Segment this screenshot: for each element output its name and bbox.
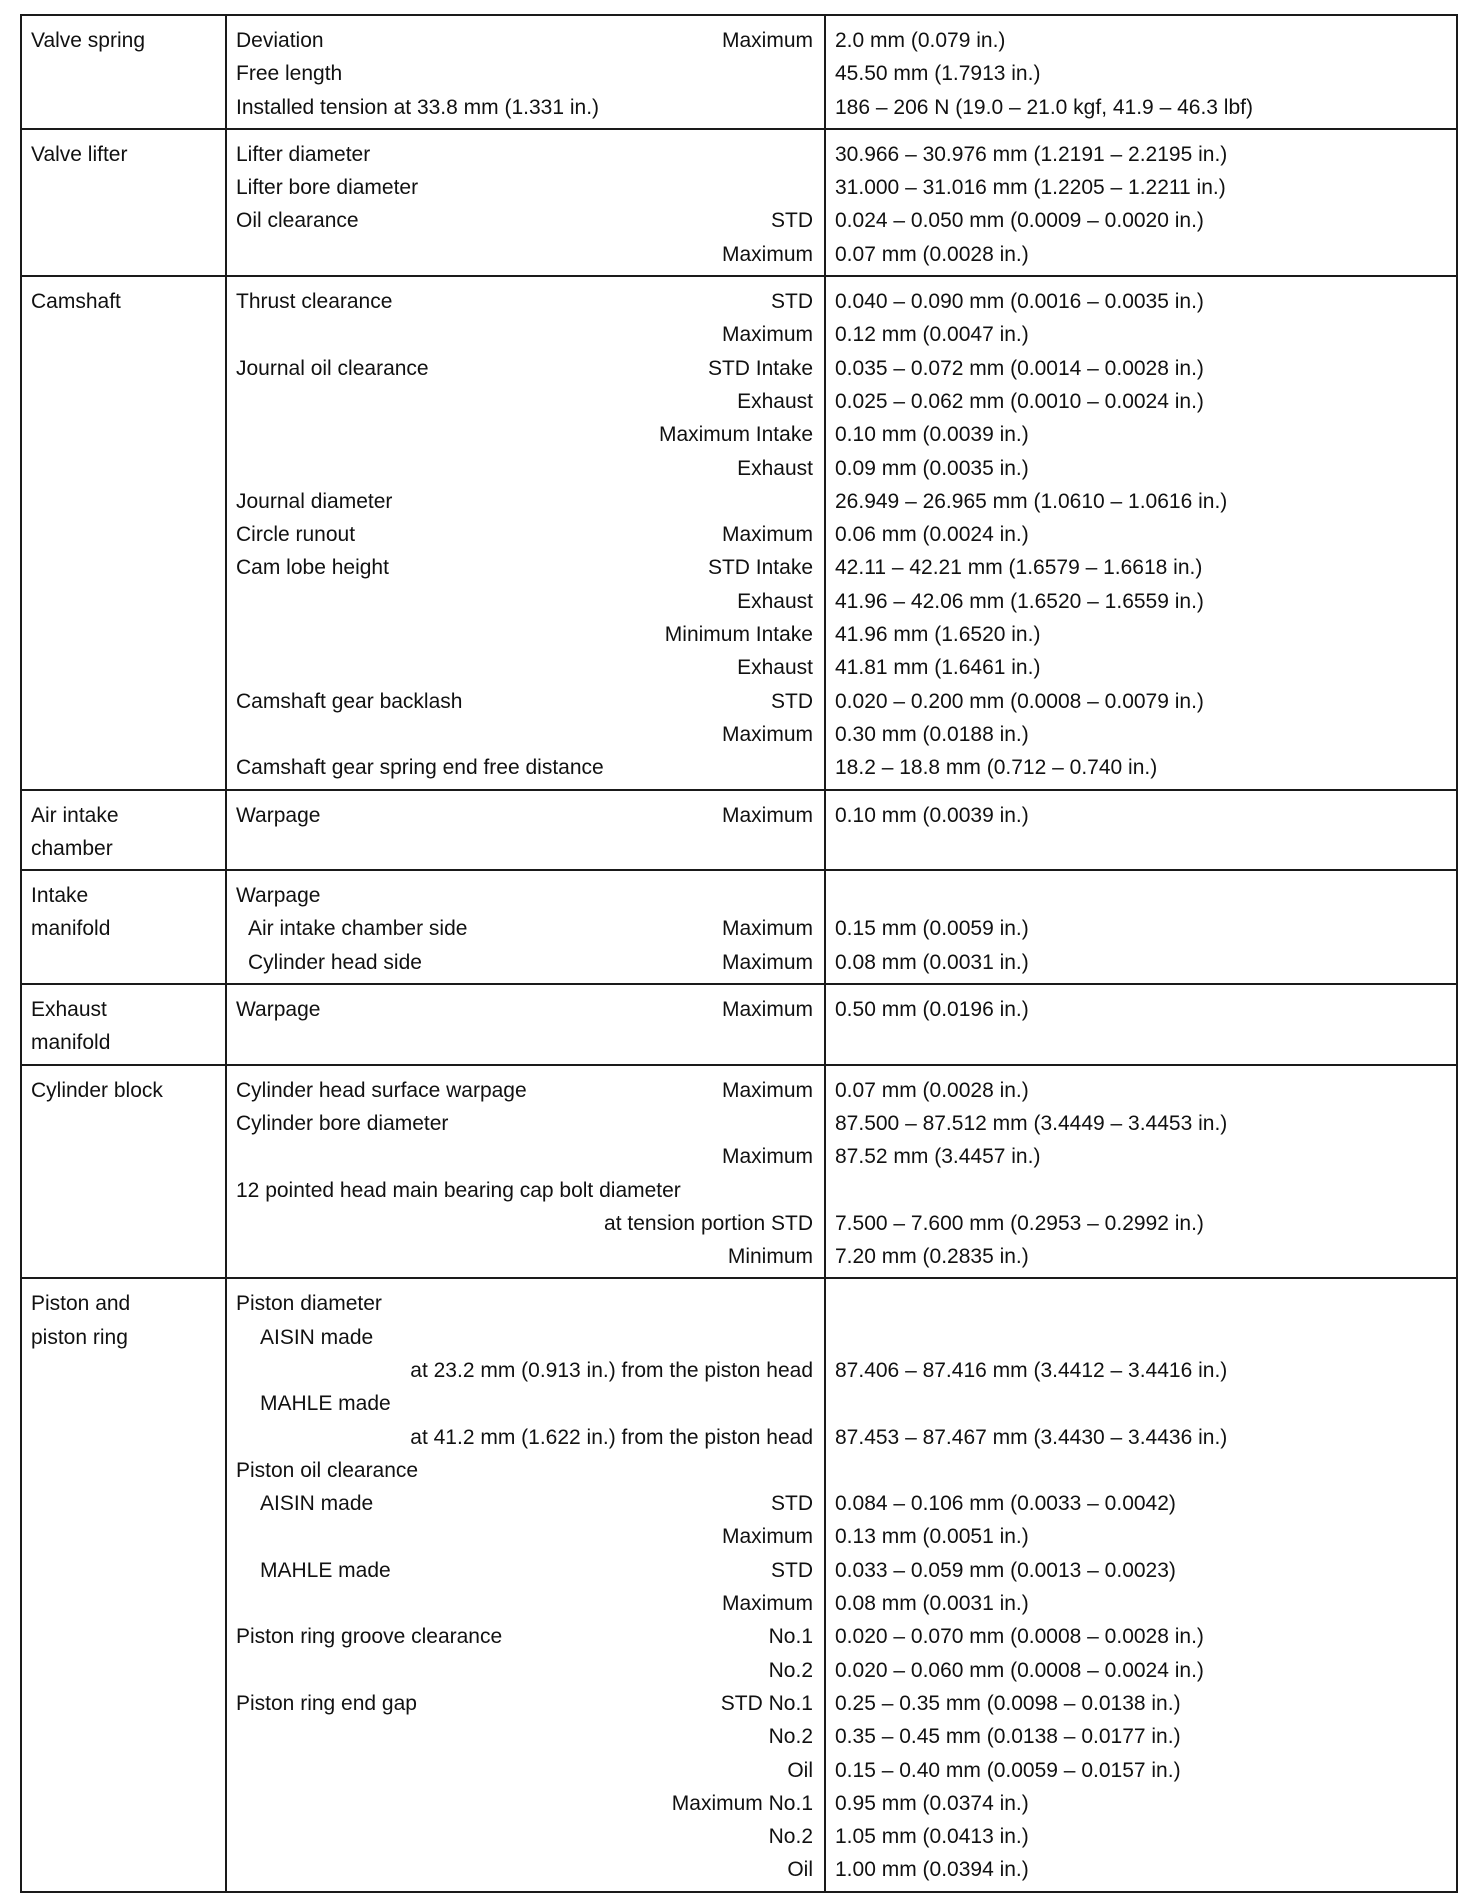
spec-item-line — [227, 1354, 824, 1387]
spec-item-line — [227, 24, 824, 57]
spec-item-line — [227, 238, 824, 271]
spec-item-line — [227, 1487, 824, 1520]
spec-item-line — [227, 385, 824, 418]
spec-condition: No.2 — [768, 1658, 813, 1682]
spec-value: 0.10 mm (0.0039 in.) — [835, 423, 1029, 447]
spec-section-row — [21, 870, 1457, 984]
spec-item-label: Lifter diameter — [236, 142, 371, 166]
spec-item-label: Cam lobe height — [236, 556, 389, 580]
spec-item-label: MAHLE made — [260, 1558, 391, 1582]
component-name: Cylinder block — [31, 1078, 163, 1102]
spec-condition: at 41.2 mm (1.622 in.) from the piston head — [410, 1425, 813, 1449]
spec-value: 41.96 – 42.06 mm (1.6520 – 1.6559 in.) — [835, 589, 1204, 613]
spec-value: 1.00 mm (0.0394 in.) — [835, 1858, 1029, 1882]
spec-value: 186 – 206 N (19.0 – 21.0 kgf, 41.9 – 46.3 lbf) — [835, 95, 1253, 119]
value-cell — [825, 1065, 1457, 1279]
spec-item-label: Circle runout — [236, 523, 356, 547]
component-cell — [21, 15, 226, 129]
component-name: Camshaft — [31, 290, 121, 314]
spec-condition: Maximum — [721, 1078, 813, 1102]
spec-item-label: Warpage — [236, 803, 321, 827]
spec-item-line — [227, 1520, 824, 1553]
spec-value: 0.09 mm (0.0035 in.) — [835, 456, 1029, 480]
spec-section-row — [21, 15, 1457, 129]
item-cell — [226, 870, 825, 984]
spec-value: 0.06 mm (0.0024 in.) — [835, 523, 1029, 547]
spec-condition: STD — [771, 1558, 813, 1582]
spec-condition: Maximum No.1 — [671, 1791, 813, 1815]
spec-item-line — [227, 138, 824, 171]
spec-value: 0.084 – 0.106 mm (0.0033 – 0.0042) — [835, 1492, 1176, 1516]
spec-value: 87.52 mm (3.4457 in.) — [835, 1145, 1041, 1169]
value-cell — [825, 1278, 1457, 1891]
spec-item-label: Thrust clearance — [236, 290, 393, 314]
spec-item-label: 12 pointed head main bearing cap bolt diameter — [236, 1178, 681, 1202]
spec-value: 45.50 mm (1.7913 in.) — [835, 62, 1041, 86]
spec-item-line — [227, 651, 824, 684]
spec-item-line — [227, 1026, 824, 1059]
spec-section-row — [21, 984, 1457, 1065]
spec-value — [826, 1287, 1456, 1320]
item-cell — [226, 1065, 825, 1279]
spec-value: 0.07 mm (0.0028 in.) — [835, 1078, 1029, 1102]
spec-condition: STD — [771, 290, 813, 314]
spec-item-label: Deviation — [236, 29, 324, 52]
spec-value: 0.07 mm (0.0028 in.) — [835, 242, 1029, 266]
spec-value: 0.30 mm (0.0188 in.) — [835, 722, 1029, 746]
spec-condition: Maximum — [721, 323, 813, 347]
spec-value — [826, 832, 1456, 865]
spec-value — [826, 879, 1456, 912]
spec-item-line — [227, 618, 824, 651]
spec-condition: STD No.1 — [720, 1691, 813, 1715]
spec-item-line — [227, 518, 824, 551]
spec-condition: Oil — [787, 1758, 813, 1782]
spec-item-label: Journal diameter — [236, 489, 393, 513]
spec-condition: No.2 — [768, 1825, 813, 1849]
spec-item-line — [227, 1107, 824, 1140]
spec-condition: Exhaust — [737, 589, 813, 613]
spec-condition: Maximum — [721, 722, 813, 746]
component-name: Intake manifold — [31, 884, 111, 941]
spec-value: 0.024 – 0.050 mm (0.0009 – 0.0020 in.) — [835, 209, 1204, 233]
spec-item-line — [227, 1654, 824, 1687]
spec-condition: Maximum — [721, 803, 813, 827]
spec-item-line — [227, 751, 824, 784]
spec-section-row — [21, 790, 1457, 871]
spec-value: 26.949 – 26.965 mm (1.0610 – 1.0616 in.) — [835, 489, 1228, 513]
spec-item-label: AISIN made — [260, 1492, 374, 1516]
spec-condition: Maximum — [721, 29, 813, 52]
spec-value: 0.033 – 0.059 mm (0.0013 – 0.0023) — [835, 1558, 1176, 1582]
component-cell — [21, 984, 226, 1065]
spec-item-line — [227, 1720, 824, 1753]
spec-condition: Exhaust — [737, 389, 813, 413]
spec-item-line — [227, 1687, 824, 1720]
value-cell — [825, 276, 1457, 789]
spec-value: 0.08 mm (0.0031 in.) — [835, 1592, 1029, 1616]
spec-item-line — [227, 832, 824, 865]
spec-item-label: Camshaft gear spring end free distance — [236, 756, 604, 780]
spec-item-line — [227, 171, 824, 204]
spec-value: 30.966 – 30.976 mm (1.2191 – 2.2195 in.) — [835, 142, 1228, 166]
spec-item-line — [227, 1174, 824, 1207]
component-cell — [21, 129, 226, 276]
spec-item-line — [227, 452, 824, 485]
spec-condition: STD Intake — [707, 556, 813, 580]
value-cell — [825, 15, 1457, 129]
specification-table-body — [21, 15, 1457, 1892]
spec-value: 1.05 mm (0.0413 in.) — [835, 1825, 1029, 1849]
spec-item-line — [227, 879, 824, 912]
spec-item-label: Free length — [236, 62, 343, 86]
component-cell — [21, 1278, 226, 1891]
spec-section-row — [21, 276, 1457, 789]
spec-value — [826, 1454, 1456, 1487]
spec-condition: STD — [771, 1492, 813, 1516]
component-name: Air intake chamber — [31, 803, 119, 860]
spec-item-line — [227, 1321, 824, 1354]
spec-value: 0.25 – 0.35 mm (0.0098 – 0.0138 in.) — [835, 1691, 1181, 1715]
spec-value: 0.020 – 0.070 mm (0.0008 – 0.0028 in.) — [835, 1625, 1204, 1649]
spec-condition: Maximum — [721, 1145, 813, 1169]
spec-item-line — [227, 946, 824, 979]
value-cell — [825, 984, 1457, 1065]
spec-condition: Exhaust — [737, 456, 813, 480]
spec-item-line — [227, 1554, 824, 1587]
spec-condition: STD Intake — [707, 356, 813, 380]
component-cell — [21, 1065, 226, 1279]
spec-item-label: Journal oil clearance — [236, 356, 429, 380]
spec-item-line — [227, 799, 824, 832]
spec-item-line — [227, 1287, 824, 1320]
spec-value: 87.500 – 87.512 mm (3.4449 – 3.4453 in.) — [835, 1111, 1228, 1135]
spec-condition: Maximum — [721, 523, 813, 547]
spec-item-line — [227, 418, 824, 451]
spec-value: 42.11 – 42.21 mm (1.6579 – 1.6618 in.) — [835, 556, 1203, 580]
item-cell — [226, 276, 825, 789]
spec-value: 0.13 mm (0.0051 in.) — [835, 1525, 1029, 1549]
spec-value: 18.2 – 18.8 mm (0.712 – 0.740 in.) — [835, 756, 1158, 780]
spec-value: 0.50 mm (0.0196 in.) — [835, 998, 1029, 1022]
spec-condition: STD — [771, 209, 813, 233]
item-cell — [226, 790, 825, 871]
spec-condition: at tension portion STD — [604, 1211, 813, 1235]
spec-value: 0.08 mm (0.0031 in.) — [835, 950, 1029, 974]
spec-value: 87.453 – 87.467 mm (3.4430 – 3.4436 in.) — [835, 1425, 1228, 1449]
spec-condition: Maximum — [721, 1525, 813, 1549]
component-name: Piston and piston ring — [31, 1292, 131, 1349]
spec-item-label: Cylinder head surface warpage — [236, 1078, 527, 1102]
spec-value: 0.15 – 0.40 mm (0.0059 – 0.0157 in.) — [835, 1758, 1181, 1782]
spec-item-line — [227, 1207, 824, 1240]
component-cell — [21, 276, 226, 789]
spec-condition: at 23.2 mm (0.913 in.) from the piston head — [410, 1358, 813, 1382]
spec-item-line — [227, 1074, 824, 1107]
spec-condition: Maximum — [721, 950, 813, 974]
spec-section-row — [21, 129, 1457, 276]
item-cell — [226, 129, 825, 276]
spec-value: 41.96 mm (1.6520 in.) — [835, 623, 1041, 647]
component-cell — [21, 790, 226, 871]
component-name: Valve lifter — [31, 142, 128, 166]
spec-item-line — [227, 485, 824, 518]
specification-table — [20, 14, 1458, 1893]
spec-item-line — [227, 718, 824, 751]
spec-condition: Maximum — [721, 1592, 813, 1616]
spec-value: 0.020 – 0.200 mm (0.0008 – 0.0079 in.) — [835, 689, 1204, 713]
component-name: Valve spring — [31, 29, 146, 52]
spec-item-line — [227, 1140, 824, 1173]
spec-condition: Maximum Intake — [658, 423, 813, 447]
spec-value — [826, 1026, 1456, 1059]
spec-item-line — [227, 1240, 824, 1273]
spec-value: 0.35 – 0.45 mm (0.0138 – 0.0177 in.) — [835, 1725, 1181, 1749]
spec-section-row — [21, 1065, 1457, 1279]
spec-item-label: Piston diameter — [236, 1292, 382, 1316]
spec-item-line — [227, 1454, 824, 1487]
spec-value: 0.020 – 0.060 mm (0.0008 – 0.0024 in.) — [835, 1658, 1204, 1682]
value-cell — [825, 790, 1457, 871]
spec-value: 7.20 mm (0.2835 in.) — [835, 1245, 1029, 1269]
spec-item-line — [227, 1421, 824, 1454]
spec-value: 41.81 mm (1.6461 in.) — [835, 656, 1041, 680]
spec-condition: No.1 — [768, 1625, 813, 1649]
spec-item-line — [227, 352, 824, 385]
component-name: Exhaust manifold — [31, 998, 111, 1055]
spec-item-label: Air intake chamber side — [248, 917, 468, 941]
spec-item-label: Piston oil clearance — [236, 1458, 419, 1482]
spec-condition: Maximum — [721, 998, 813, 1022]
spec-item-line — [227, 91, 824, 124]
value-cell — [825, 870, 1457, 984]
spec-condition: Minimum — [727, 1245, 813, 1269]
spec-value: 0.10 mm (0.0039 in.) — [835, 803, 1029, 827]
spec-value: 0.12 mm (0.0047 in.) — [835, 323, 1029, 347]
spec-item-line — [227, 685, 824, 718]
spec-item-line — [227, 1820, 824, 1853]
spec-condition: Maximum — [721, 242, 813, 266]
spec-value: 2.0 mm (0.079 in.) — [835, 29, 1006, 52]
spec-item-label: Cylinder bore diameter — [236, 1111, 449, 1135]
spec-section-row — [21, 1278, 1457, 1891]
spec-item-line — [227, 1853, 824, 1886]
spec-item-label: Cylinder head side — [248, 950, 422, 974]
spec-value — [826, 1321, 1456, 1354]
component-cell — [21, 870, 226, 984]
spec-item-label: Warpage — [236, 998, 321, 1022]
spec-item-line — [227, 204, 824, 237]
spec-value: 0.95 mm (0.0374 in.) — [835, 1791, 1029, 1815]
spec-value — [826, 1387, 1456, 1420]
spec-item-label: Lifter bore diameter — [236, 176, 419, 200]
spec-item-label: Installed tension at 33.8 mm (1.331 in.) — [236, 95, 600, 119]
spec-item-label: Warpage — [236, 884, 321, 908]
spec-value: 0.035 – 0.072 mm (0.0014 – 0.0028 in.) — [835, 356, 1204, 380]
spec-item-line — [227, 585, 824, 618]
spec-value: 0.15 mm (0.0059 in.) — [835, 917, 1029, 941]
spec-item-line — [227, 1620, 824, 1653]
spec-item-line — [227, 551, 824, 584]
spec-item-line — [227, 1387, 824, 1420]
spec-condition: Maximum — [721, 917, 813, 941]
spec-item-label: Piston ring groove clearance — [236, 1625, 503, 1649]
spec-value: 0.025 – 0.062 mm (0.0010 – 0.0024 in.) — [835, 389, 1204, 413]
spec-item-line — [227, 1587, 824, 1620]
spec-condition: Oil — [787, 1858, 813, 1882]
spec-item-label: Camshaft gear backlash — [236, 689, 463, 713]
spec-item-line — [227, 1787, 824, 1820]
spec-value — [826, 1174, 1456, 1207]
spec-item-line — [227, 318, 824, 351]
spec-item-line — [227, 57, 824, 90]
spec-value: 0.040 – 0.090 mm (0.0016 – 0.0035 in.) — [835, 290, 1204, 314]
item-cell — [226, 984, 825, 1065]
spec-item-label: Oil clearance — [236, 209, 359, 233]
spec-item-line — [227, 285, 824, 318]
spec-item-line — [227, 1754, 824, 1787]
spec-item-line — [227, 912, 824, 945]
spec-condition: Minimum Intake — [664, 623, 813, 647]
value-cell — [825, 129, 1457, 276]
spec-condition: No.2 — [768, 1725, 813, 1749]
spec-condition: Exhaust — [737, 656, 813, 680]
spec-item-line — [227, 993, 824, 1026]
spec-item-label: MAHLE made — [260, 1392, 391, 1416]
item-cell — [226, 1278, 825, 1891]
spec-condition: STD — [771, 689, 813, 713]
spec-item-label: AISIN made — [260, 1325, 374, 1349]
spec-value: 7.500 – 7.600 mm (0.2953 – 0.2992 in.) — [835, 1211, 1204, 1235]
spec-item-label: Piston ring end gap — [236, 1691, 417, 1715]
spec-value: 87.406 – 87.416 mm (3.4412 – 3.4416 in.) — [835, 1358, 1228, 1382]
item-cell — [226, 15, 825, 129]
spec-value: 31.000 – 31.016 mm (1.2205 – 1.2211 in.) — [835, 176, 1226, 200]
